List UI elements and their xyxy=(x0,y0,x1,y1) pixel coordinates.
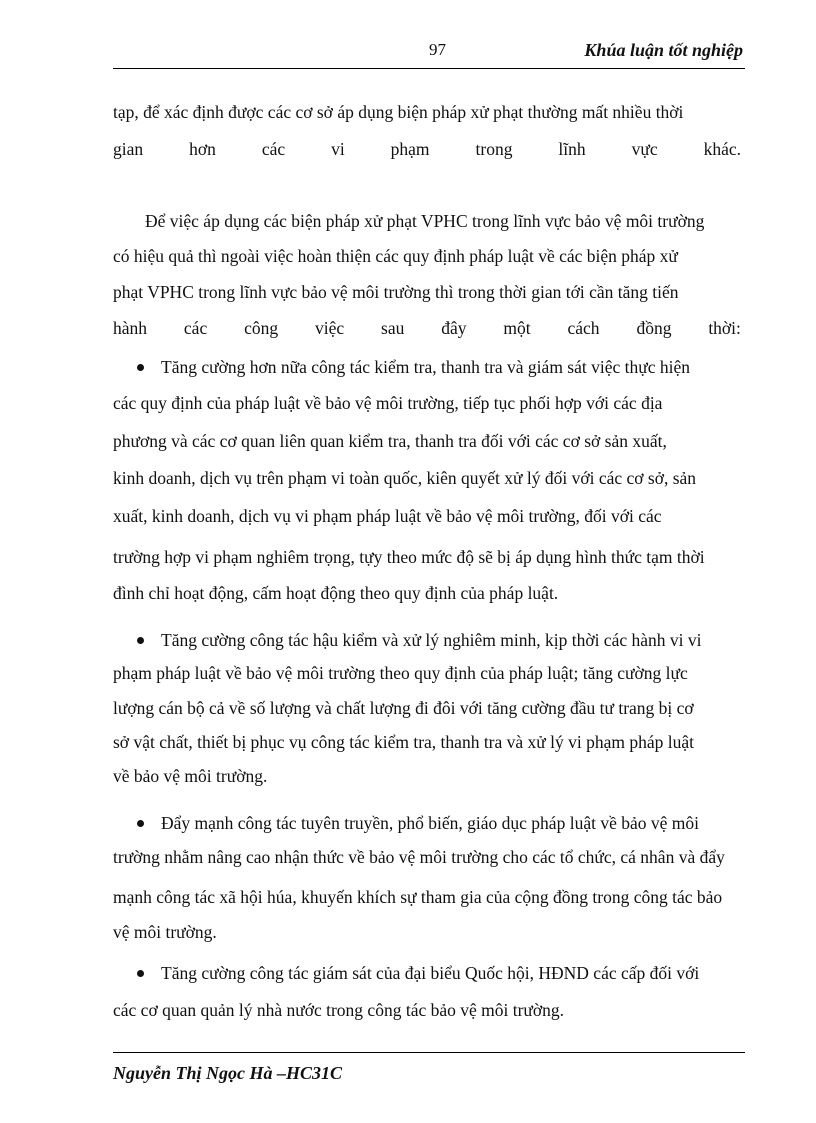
bullet-line: Đẩy mạnh công tác tuyên truyền, phổ biến, giáo dục pháp luật về bảo vệ môi xyxy=(161,813,699,833)
bullet-line: mạnh công tác xã hội húa, khuyến khích sự tham gia của cộng đồng trong công tác bảo xyxy=(113,887,723,907)
bullet-line: phương và các cơ quan liên quan kiểm tra, thanh tra đối với các cơ sở sản xuất, xyxy=(113,431,667,451)
paragraph-line: có hiệu quả thì ngoài việc hoàn thiện các quy định pháp luật về các biện pháp xử xyxy=(113,246,678,266)
word: các xyxy=(183,318,208,338)
word: trong xyxy=(475,139,513,159)
bullet-line: vệ môi trường. xyxy=(113,922,217,942)
word: cách xyxy=(567,318,600,338)
bullet-line: đình chỉ hoạt động, cấm hoạt động theo quy định của pháp luật. xyxy=(113,583,559,603)
word: lĩnh xyxy=(558,139,586,159)
bullet-line: Tăng cường hơn nữa công tác kiểm tra, thanh tra và giám sát việc thực hiện xyxy=(161,357,691,377)
bullet-line: các quy định của pháp luật về bảo vệ môi trường, tiếp tục phối hợp với các địa xyxy=(113,393,663,413)
word: một xyxy=(503,318,531,338)
footer-author: Nguyễn Thị Ngọc Hà –HC31C xyxy=(113,1063,343,1083)
page-header xyxy=(113,38,745,69)
bullet-line: trường nhằm nâng cao nhận thức về bảo vệ môi trường cho các tổ chức, cá nhân và đẩy xyxy=(113,847,725,867)
word: các xyxy=(261,139,286,159)
page-number: 97 xyxy=(429,40,446,59)
word: đồng xyxy=(636,318,672,338)
word: công xyxy=(244,318,279,338)
bullet-line: Tăng cường công tác giám sát của đại biểu Quốc hội, HĐND các cấp đối với xyxy=(161,963,700,983)
paragraph-line: tạp, để xác định được các cơ sở áp dụng biện pháp xử phạt thường mất nhiều thời xyxy=(113,102,684,122)
bullet-icon xyxy=(137,970,144,977)
bullet-line: kinh doanh, dịch vụ trên phạm vi toàn quốc, kiên quyết xử lý đối với các cơ sở, sản xyxy=(113,468,697,488)
bullet-line: phạm pháp luật về bảo vệ môi trường theo quy định của pháp luật; tăng cường lực xyxy=(113,663,688,683)
bullet-line: về bảo vệ môi trường. xyxy=(113,766,268,786)
bullet-icon xyxy=(137,820,144,827)
bullet-icon xyxy=(137,364,144,371)
bullet-line: Tăng cường công tác hậu kiểm và xử lý nghiêm minh, kịp thời các hành vi vi xyxy=(161,630,702,650)
word: thời: xyxy=(708,318,741,338)
footer-divider xyxy=(113,1052,745,1053)
word: khác. xyxy=(703,139,741,159)
word: phạm xyxy=(390,139,430,159)
word: sau xyxy=(381,318,405,338)
word: việc xyxy=(315,318,345,338)
paragraph-line: phạt VPHC trong lĩnh vực bảo vệ môi trường thì trong thời gian tới cần tăng tiến xyxy=(113,282,679,302)
word: vi xyxy=(331,139,345,159)
paragraph-line-justified xyxy=(113,317,741,339)
word: vực xyxy=(631,139,658,159)
bullet-line: trường hợp vi phạm nghiêm trọng, tựy theo mức độ sẽ bị áp dụng hình thức tạm thời xyxy=(113,547,705,567)
bullet-line: các cơ quan quản lý nhà nước trong công tác bảo vệ môi trường. xyxy=(113,1000,565,1020)
bullet-line: sở vật chất, thiết bị phục vụ công tác kiểm tra, thanh tra và xử lý vi phạm pháp luật xyxy=(113,732,695,752)
bullet-line: xuất, kinh doanh, dịch vụ vi phạm pháp luật về bảo vệ môi trường, đối với các xyxy=(113,506,662,526)
word: gian xyxy=(113,139,144,159)
word: hành xyxy=(113,318,148,338)
word: đây xyxy=(441,318,467,338)
word: hơn xyxy=(189,139,216,159)
paragraph-line-justified xyxy=(113,138,741,160)
header-title: Khúa luận tốt nghiệp xyxy=(584,40,743,60)
paragraph-line: Để việc áp dụng các biện pháp xử phạt VPHC trong lĩnh vực bảo vệ môi trường xyxy=(145,211,705,231)
bullet-line: lượng cán bộ cả về số lượng và chất lượng đi đôi với tăng cường đầu tư trang bị cơ xyxy=(113,698,694,718)
bullet-icon xyxy=(137,637,144,644)
